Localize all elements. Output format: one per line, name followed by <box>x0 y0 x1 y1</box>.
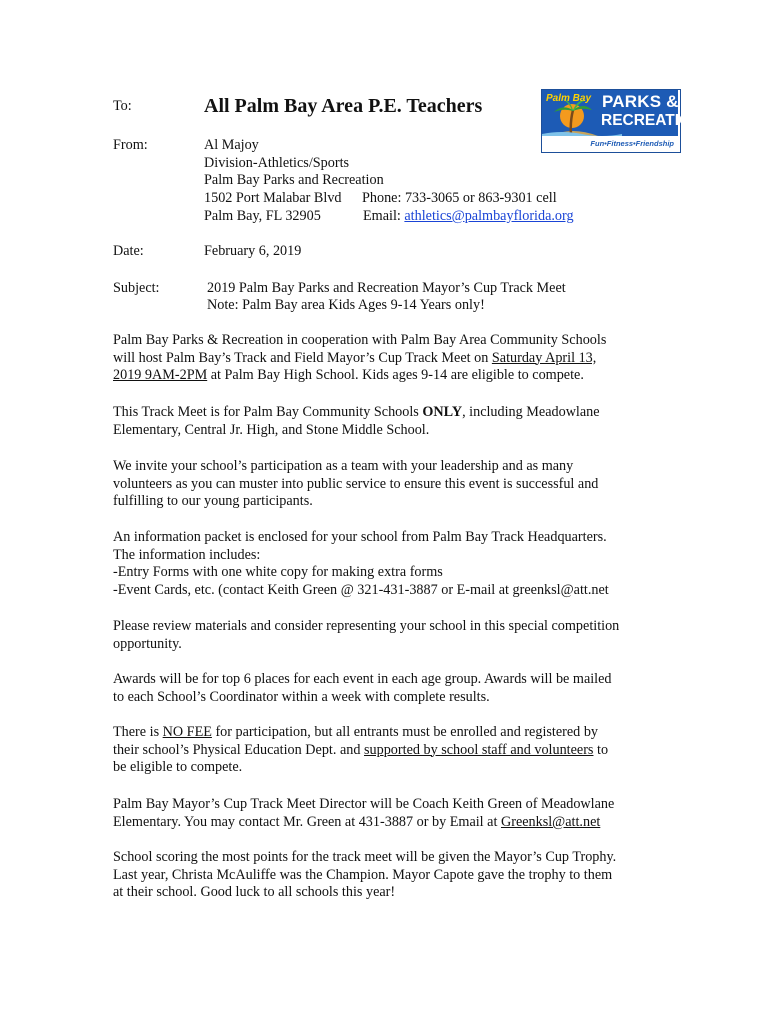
sender-organization: Palm Bay Parks and Recreation <box>204 172 384 189</box>
subject-line: 2019 Palm Bay Parks and Recreation Mayor’s Cup Track Meet <box>207 280 566 296</box>
text-line: to each School’s Coordinator within a week with complete results. <box>113 688 490 705</box>
text-line: There is NO FEE for participation, but all entrants must be enrolled and registered by <box>113 724 599 740</box>
support-emphasis: supported by school staff and volunteers <box>364 741 594 758</box>
no-fee-emphasis: NO FEE <box>162 724 212 740</box>
paragraph-fees <box>113 724 673 777</box>
text-line: be eligible to compete. <box>113 759 243 776</box>
date-value: February 6, 2019 <box>204 243 302 259</box>
text-line: An information packet is enclosed for your school from Palm Bay Track Headquarters. <box>113 529 607 545</box>
text-line: their school’s Physical Education Dept. and supported by school staff and volunteers to <box>113 741 609 758</box>
text-line: Awards will be for top 6 places for each event in each age group. Awards will be mailed <box>113 671 612 687</box>
paragraph-trophy <box>113 849 673 902</box>
from-label: From: <box>113 137 148 153</box>
director-email-link[interactable]: Greenksl@att.net <box>500 813 601 830</box>
list-item: -Event Cards, etc. (contact Keith Green @ 321-431-3887 or E-mail at greenksl@att.net <box>113 581 609 598</box>
sender-division: Division-Athletics/Sports <box>204 154 350 171</box>
paragraph-info-packet <box>113 529 673 599</box>
text-line: opportunity. <box>113 635 182 652</box>
sender-address-line1: 1502 Port Malabar Blvd <box>204 190 342 206</box>
text-line: School scoring the most points for the track meet will be given the Mayor’s Cup Trophy. <box>113 849 617 865</box>
logo-tagline: Fun•Fitness•Friendship <box>590 139 674 148</box>
text-line: Elementary. You may contact Mr. Green at 431-3887 or by Email at Greenksl@att.net <box>113 813 601 830</box>
text-line: 2019 9AM-2PM at Palm Bay High School. Kids ages 9-14 are eligible to compete. <box>113 367 584 384</box>
sender-block <box>204 137 384 190</box>
text-line: Palm Bay Parks & Recreation in cooperation with Palm Bay Area Community Schools <box>113 332 607 348</box>
text-line: This Track Meet is for Palm Bay Community Schools ONLY, including Meadowlane <box>113 404 600 420</box>
recipient-title: All Palm Bay Area P.E. Teachers <box>204 95 483 117</box>
sender-address-line2: Palm Bay, FL 32905 <box>204 208 321 224</box>
parks-recreation-logo <box>541 89 703 153</box>
sender-name: Al Majoy <box>204 137 259 153</box>
text-line: volunteers as you can muster into public service to ensure this event is successful and <box>113 475 599 492</box>
text-line: The information includes: <box>113 546 261 563</box>
text-line: fulfilling to our young participants. <box>113 493 313 510</box>
paragraph-event-announcement <box>113 332 673 385</box>
sender-phone: Phone: 733-3065 or 863-9301 cell <box>362 190 557 206</box>
subject-note: Note: Palm Bay area Kids Ages 9-14 Years only! <box>207 297 485 313</box>
text-line: will host Palm Bay’s Track and Field Mayor’s Cup Track Meet on Saturday April 13, <box>113 349 597 366</box>
text-line: Please review materials and consider representing your school in this special competition <box>113 618 620 634</box>
text-line: Palm Bay Mayor’s Cup Track Meet Director will be Coach Keith Green of Meadowlane <box>113 796 615 812</box>
text-line: We invite your school’s participation as a team with your leadership and as many <box>113 458 574 474</box>
logo-parks-text: PARKS & <box>602 92 679 111</box>
paragraph-invitation <box>113 458 673 511</box>
sender-email-link[interactable]: athletics@palmbayflorida.org <box>404 208 574 224</box>
text-line: at their school. Good luck to all schools this year! <box>113 884 396 901</box>
logo-palm-bay-text: Palm Bay <box>546 93 592 104</box>
event-date: Saturday April 13, <box>491 349 597 366</box>
paragraph-eligibility <box>113 404 673 439</box>
paragraph-director <box>113 796 673 831</box>
emphasis-only: ONLY <box>422 404 463 420</box>
to-label: To: <box>113 98 132 114</box>
text-line: Elementary, Central Jr. High, and Stone Middle School. <box>113 421 430 438</box>
text-line: Last year, Christa McAuliffe was the Champion. Mayor Capote gave the trophy to them <box>113 866 613 883</box>
paragraph-review <box>113 618 673 653</box>
logo-recreation-text: RECREATION <box>601 112 703 129</box>
date-label: Date: <box>113 243 144 259</box>
list-item: -Entry Forms with one white copy for making extra forms <box>113 564 443 581</box>
subject-label: Subject: <box>113 280 160 296</box>
event-time: 2019 9AM-2PM <box>113 367 208 384</box>
sender-email-row <box>363 208 574 226</box>
email-label: Email: <box>363 208 401 224</box>
paragraph-awards <box>113 671 673 706</box>
